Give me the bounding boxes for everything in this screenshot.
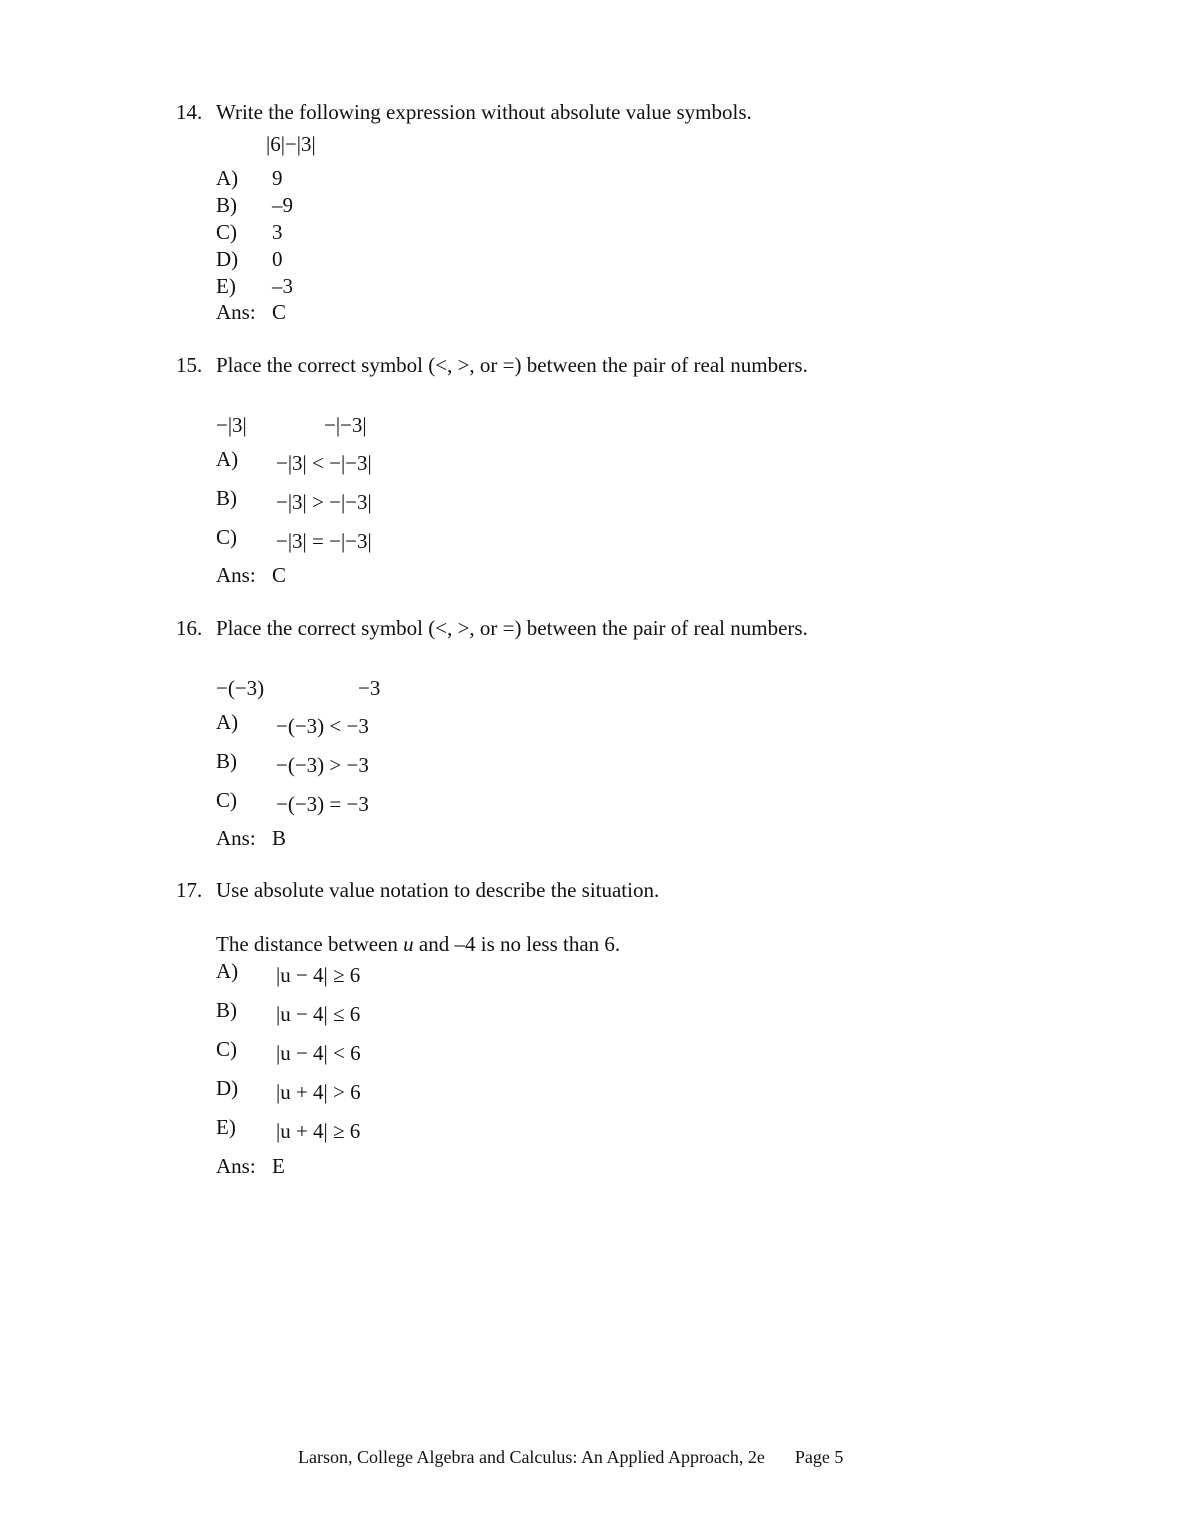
option-value: 9 bbox=[272, 166, 283, 190]
situation-pre: The distance between bbox=[216, 932, 404, 956]
left-expression: −|3| bbox=[216, 413, 247, 437]
option-label: A) bbox=[216, 959, 239, 983]
option-label: B) bbox=[216, 486, 237, 510]
footer-source: Larson, College Algebra and Calculus: An Applied Approach, 2e bbox=[298, 1447, 765, 1467]
option-label: B) bbox=[216, 749, 237, 773]
question-number: 17. bbox=[176, 878, 203, 902]
question-header bbox=[176, 876, 1076, 904]
option-value: −(−3) < −3 bbox=[276, 714, 369, 738]
option-value: −|3| < −|−3| bbox=[276, 451, 372, 475]
question-prompt: Place the correct symbol (<, >, or =) between the pair of real numbers. bbox=[216, 353, 808, 377]
expression: |6|−|3| bbox=[266, 132, 316, 156]
option-label: D) bbox=[216, 247, 239, 271]
answer-value: E bbox=[272, 1154, 285, 1178]
option-value: –3 bbox=[272, 274, 293, 298]
answer-label: Ans: bbox=[216, 1154, 256, 1178]
option-value: |u + 4| > 6 bbox=[276, 1080, 361, 1104]
right-expression: −|−3| bbox=[324, 413, 367, 437]
option-value: –9 bbox=[272, 193, 293, 217]
option-value: 3 bbox=[272, 220, 283, 244]
option-label: C) bbox=[216, 525, 237, 549]
option-label: C) bbox=[216, 788, 237, 812]
situation-post: and –4 is no less than 6. bbox=[413, 932, 621, 956]
page-footer bbox=[298, 1447, 843, 1468]
situation-variable: u bbox=[403, 932, 414, 956]
question-prompt: Write the following expression without absolute value symbols. bbox=[216, 100, 752, 124]
answer-value: B bbox=[272, 826, 287, 850]
answer-value: C bbox=[272, 300, 287, 324]
question-prompt: Use absolute value notation to describe the situation. bbox=[216, 878, 660, 902]
question-15 bbox=[176, 351, 1076, 587]
option-label: B) bbox=[216, 998, 237, 1022]
option-value: −|3| > −|−3| bbox=[276, 490, 372, 514]
option-label: A) bbox=[216, 447, 239, 471]
option-label: D) bbox=[216, 1076, 239, 1100]
question-number: 14. bbox=[176, 100, 203, 124]
answer-label: Ans: bbox=[216, 563, 256, 587]
option-label: E) bbox=[216, 274, 236, 298]
option-label: E) bbox=[216, 1115, 236, 1139]
left-expression: −(−3) bbox=[216, 676, 265, 700]
question-16 bbox=[176, 614, 1076, 850]
option-label: C) bbox=[216, 1037, 237, 1061]
question-number: 15. bbox=[176, 353, 203, 377]
question-prompt: Place the correct symbol (<, >, or =) between the pair of real numbers. bbox=[216, 616, 808, 640]
answer-label: Ans: bbox=[216, 300, 256, 324]
option-value: 0 bbox=[272, 247, 283, 271]
option-value: |u − 4| < 6 bbox=[276, 1041, 361, 1065]
answer-value: C bbox=[272, 563, 287, 587]
right-expression: −3 bbox=[358, 676, 381, 700]
option-value: |u + 4| ≥ 6 bbox=[276, 1119, 361, 1143]
option-label: A) bbox=[216, 710, 239, 734]
question-header bbox=[176, 351, 1076, 379]
situation-text bbox=[216, 930, 620, 958]
question-17 bbox=[176, 876, 1076, 1178]
option-label: B) bbox=[216, 193, 237, 217]
option-value: −|3| = −|−3| bbox=[276, 529, 372, 553]
question-header bbox=[176, 98, 1076, 126]
question-header bbox=[176, 614, 1076, 642]
option-label: A) bbox=[216, 166, 239, 190]
answer-label: Ans: bbox=[216, 826, 256, 850]
option-label: C) bbox=[216, 220, 237, 244]
option-value: |u − 4| ≥ 6 bbox=[276, 963, 361, 987]
option-value: −(−3) > −3 bbox=[276, 753, 369, 777]
question-14 bbox=[176, 98, 1076, 324]
option-value: −(−3) = −3 bbox=[276, 792, 369, 816]
question-number: 16. bbox=[176, 616, 203, 640]
page-number: Page 5 bbox=[794, 1447, 844, 1467]
option-value: |u − 4| ≤ 6 bbox=[276, 1002, 361, 1026]
